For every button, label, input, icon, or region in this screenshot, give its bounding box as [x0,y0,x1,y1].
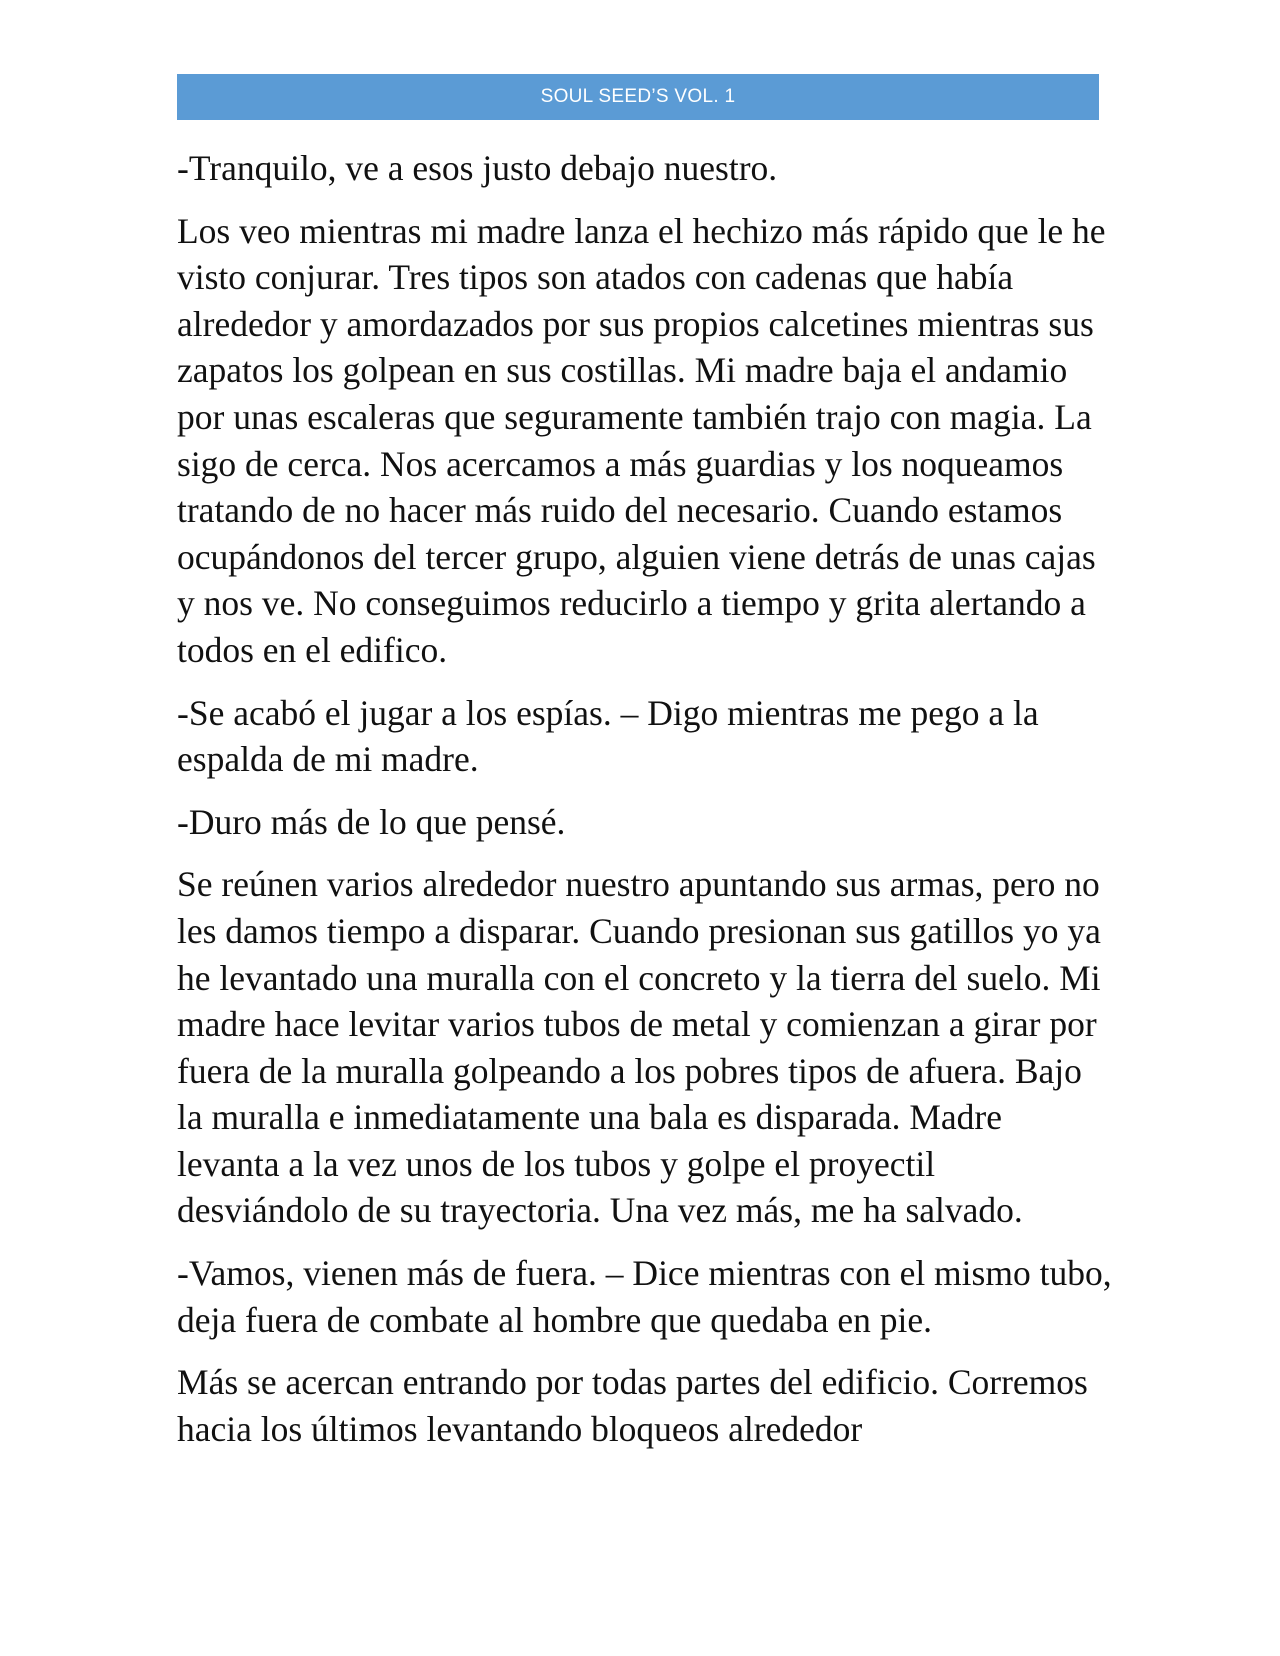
paragraph: Más se acercan entrando por todas partes del edificio. Corremos hacia los últimos levantando bloqueos alrededor [177,1362,1088,1449]
page-body [177,145,1112,1468]
paragraph: -Tranquilo, ve a esos justo debajo nuestro. [177,148,778,188]
running-header [177,74,1099,120]
paragraph: Los veo mientras mi madre lanza el hechizo más rápido que le he visto conjurar. Tres tipos son atados con cadenas que había alrededor y amordazados por sus propios calcetines mientras sus zapatos los golpean en sus costillas. Mi madre baja el andamio por unas escaleras que seguramente también trajo con magia. La sigo de cerca. Nos acercamos a más guardias y los noqueamos tratando de no hacer más ruido del necesario. Cuando estamos ocupándonos del tercer grupo, alguien viene detrás de unas cajas y nos ve. No conseguimos reducirlo a tiempo y grita alertando a todos en el edifico. [177,210,1106,670]
paragraph: -Vamos, vienen más de fuera. – Dice mientras con el mismo tubo, deja fuera de combate al hombre que quedaba en pie. [177,1253,1112,1340]
paragraph: -Duro más de lo que pensé. [177,801,566,842]
paragraph: Se reúnen varios alrededor nuestro apuntando sus armas, pero no les damos tiempo a disparar. Cuando presionan sus gatillos yo ya he levantado una muralla con el concreto y la tierra del suelo. Mi madre hace levitar varios tubos de metal y comienzan a girar por fuera de la muralla golpeando a los pobres tipos de afuera. Bajo la muralla e inmediatamente una bala es disparada. Madre levanta a la vez unos de los tubos y golpe el proyectil desviándolo de su trayectoria. Una vez más, me ha salvado. [177,864,1101,1231]
header-title: SOUL SEED’S VOL. 1 [540,86,736,107]
paragraph: -Se acabó el jugar a los espías. – Digo mientras me pego a la espalda de mi madre. [177,692,1039,780]
